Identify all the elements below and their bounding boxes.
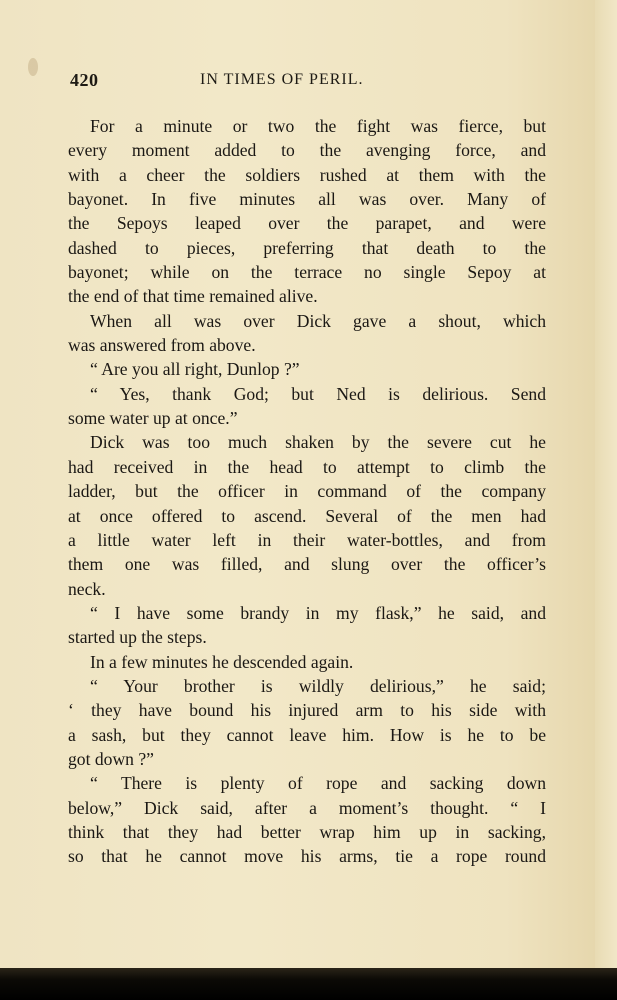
text-line: ‘ they have bound his injured arm to his side with <box>68 700 546 721</box>
scan-bottom-edge <box>0 968 617 1000</box>
bleed-through-marks <box>595 0 613 320</box>
text-line: In a few minutes he descended again. <box>90 651 354 672</box>
text-line: think that they had better wrap him up in sacking, <box>68 821 546 842</box>
text-line: a little water left in their water-bottles, and from <box>68 529 546 550</box>
body-text <box>68 114 546 869</box>
text-line: started up the steps. <box>68 627 207 648</box>
text-line: got down ?” <box>68 748 154 769</box>
text-line: the end of that time remained alive. <box>68 286 318 307</box>
text-line: at once offered to ascend. Several of the men had <box>68 505 546 526</box>
page-number: 420 <box>70 70 99 90</box>
text-line: “ There is plenty of rope and sacking down <box>90 773 546 794</box>
page-header <box>70 70 548 94</box>
text-line: with a cheer the soldiers rushed at them with the <box>68 164 546 185</box>
text-line: “ I have some brandy in my flask,” he said, and <box>90 602 546 623</box>
text-line: below,” Dick said, after a moment’s thought. “ I <box>68 797 546 818</box>
text-line: a sash, but they cannot leave him. How is he to be <box>68 724 546 745</box>
text-line: was answered from above. <box>68 335 256 356</box>
text-line: had received in the head to attempt to climb the <box>68 456 546 477</box>
text-line: “ Yes, thank God; but Ned is delirious. Send <box>90 383 546 404</box>
text-line: so that he cannot move his arms, tie a rope round <box>68 846 546 867</box>
text-line: the Sepoys leaped over the parapet, and were <box>68 213 546 234</box>
text-line: “ Are you all right, Dunlop ?” <box>90 359 300 380</box>
text-line: some water up at once.” <box>68 408 238 429</box>
text-line: Dick was too much shaken by the severe cut he <box>90 432 546 453</box>
paper-stain <box>28 58 38 76</box>
adjacent-page-edge <box>595 0 617 968</box>
text-line: bayonet; while on the terrace no single Sepoy at <box>68 262 546 283</box>
text-line: neck. <box>68 578 106 599</box>
text-line: ladder, but the officer in command of the company <box>68 481 546 502</box>
text-line: them one was filled, and slung over the officer’s <box>68 554 546 575</box>
text-line: When all was over Dick gave a shout, which <box>90 310 546 331</box>
text-line: For a minute or two the fight was fierce, but <box>90 116 546 136</box>
text-line: dashed to pieces, preferring that death to the <box>68 237 546 258</box>
running-head: IN TIMES OF PERIL. <box>200 71 364 88</box>
text-line: “ Your brother is wildly delirious,” he said; <box>90 675 546 696</box>
text-line: every moment added to the avenging force, and <box>68 140 546 161</box>
text-line: bayonet. In five minutes all was over. Many of <box>68 189 546 210</box>
